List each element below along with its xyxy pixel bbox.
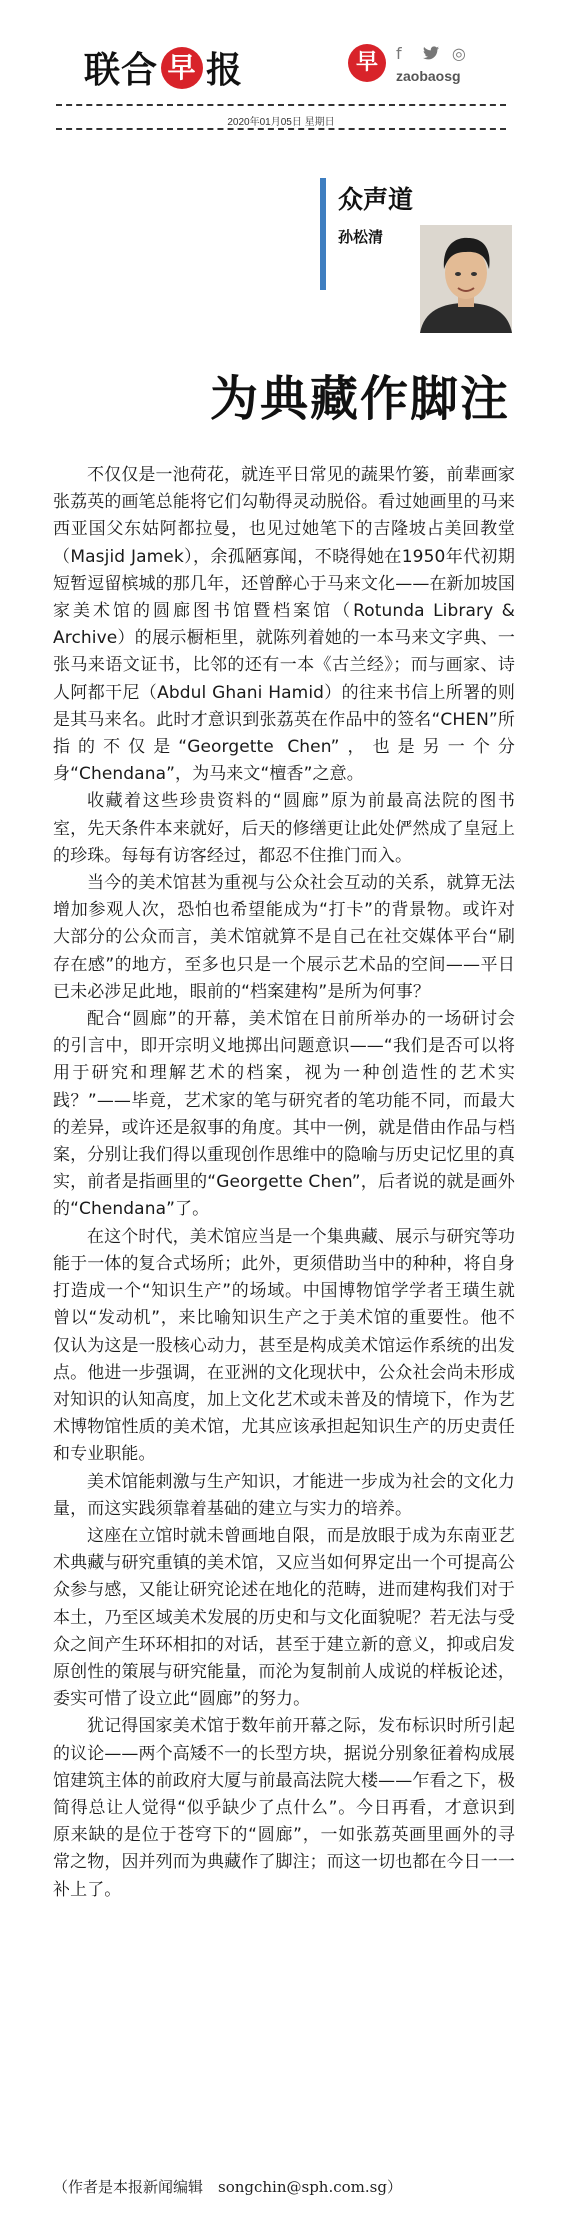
author-portrait [420,225,512,333]
issue-date: 2020年01月05日 星期日 [227,117,335,128]
logo-text-right: 报 [206,49,244,91]
facebook-icon[interactable]: f [396,44,410,63]
paragraph: 在这个时代，美术馆应当是一个集典藏、展示与研究等功能于一体的复合式场所；此外，更须借助当中的种种，将自身打造成一个“知识生产”的场域。中国博物馆学学者王璜生就曾以“发动机”，来比喻知识生产之于美术馆的重要性。他不仅认为这是一股核心动力，甚至是构成美术馆运作系统的出发点。他进一步强调，在亚洲的文化现状中，公众社会尚未形成对知识的认知高度，加上文化艺术或未普及的情境下，作为艺术博物馆性质的美术馆，尤其应该承担起知识生产的历史责任和专业职能。 [53,1226,515,1465]
instagram-icon[interactable]: ◎ [451,44,474,63]
social-icons [396,44,474,63]
paragraph: 收藏着这些珍贵资料的“圆廊”原为前最高法院的图书室，先天条件本来就好，后天的修缮更让此处俨然成了皇冠上的珍珠。每每有访客经过，都忍不住推门而入。 [53,791,515,866]
zaobao-logo[interactable] [84,42,243,93]
paragraph: 当今的美术馆甚为重视与公众社会互动的关系，就算无法增加参观人次，恐怕也希望能成为“打卡”的背景物。或许对大部分的公众而言，美术馆就算不是自己在社交媒体平台“刷存在感”的地方，至多也只是一个展示艺术品的空间——平日已未必涉足此地，眼前的“档案建构”是所为何事？ [53,873,515,1002]
logo-mark-icon: 早 [161,47,203,89]
social-handle[interactable]: zaobaosg [396,68,461,84]
masthead [0,22,562,102]
paragraph: 美术馆能刺激与生产知识，才能进一步成为社会的文化力量，而这实践须靠着基础的建立与实力的培养。 [53,1471,515,1519]
paragraph: 不仅仅是一池荷花，就连平日常见的蔬果竹篓，前辈画家张荔英的画笔总能将它们勾勒得灵动脱俗。看过她画里的马来西亚国父东姑阿都拉曼，也见过她笔下的吉隆坡占美回教堂（Masjid Jamek），余孤陋寡闻，不晓得她在1950年代初期短暂逗留槟城的那几年，还曾醉心于马来文化——在新加坡国家美术馆的圆廊图书馆暨档案馆（Rotunda Library & Archive）的展示橱柜里，就陈列着她的一本马来文字典、一张马来语文证书，比邻的还有一本《古兰经》；而与画家、诗人阿都干尼（Abdul Ghani Hamid）的往来书信上所署的则是其马来名。此时才意识到张荔英在作品中的签名“CHEN”所指的不仅是“Georgette Chen”，也是另一个分身“Chendana”，为马来文“檀香”之意。 [53,465,515,785]
social-links [348,40,498,90]
twitter-icon[interactable] [423,44,439,63]
column-accent-bar [320,178,326,290]
author-signature: （作者是本报新闻编辑 songchin@sph.com.sg） [53,2178,402,2196]
paragraph: 犹记得国家美术馆于数年前开幕之际，发布标识时所引起的议论——两个高矮不一的长型方块，据说分别象征着构成展馆建筑主体的前政府大厦与前最高法院大楼——乍看之下，极简得总让人觉得“似乎缺少了点什么”。今日再看，才意识到原来缺的是位于苍穹下的“圆廊”，一如张荔英画里画外的寻常之物，因并列而为典藏作了脚注；而这一切也都在今日一一补上了。 [53,1716,515,1900]
paragraph: 这座在立馆时就未曾画地自限，而是放眼于成为东南亚艺术典藏与研究重镇的美术馆，又应当如何界定出一个可提高公众参与感，又能让研究论述在地化的范畴，进而建构我们对于本土，乃至区域美术发展的历史和与文化面貌呢？若无法与受众之间产生环环相扣的对话，甚至于建立新的意义，抑或启发原创性的策展与研究能量，而沦为复制前人成说的样板论述，委实可惜了设立此“圆廊”的努力。 [53,1525,515,1710]
author-name: 孙松清 [338,228,384,246]
top-divider [56,104,506,106]
date-divider [56,128,506,130]
zaobao-badge-icon[interactable]: 早 [348,44,386,82]
column-name: 众声道 [338,185,414,214]
logo-text-left: 联合 [84,49,159,91]
article-body [53,462,515,1904]
portrait-illustration [420,225,512,333]
headline: 为典藏作脚注 [209,371,510,427]
paragraph: 配合“圆廊”的开幕，美术馆在日前所举办的一场研讨会的引言中，即开宗明义地掷出问题意识——“我们是否可以将用于研究和理解艺术的档案，视为一种创造性的艺术实践？”——毕竟，艺术家的笔与研究者的笔功能不同，而最大的差异，或许还是叙事的角度。其中一例，就是借由作品与档案，分别让我们得以重现创作思维中的隐喻与历史记忆里的真实，前者是指画里的“Georgette Chen”，后者说的就是画外的“Chendana”了。 [53,1009,515,1220]
